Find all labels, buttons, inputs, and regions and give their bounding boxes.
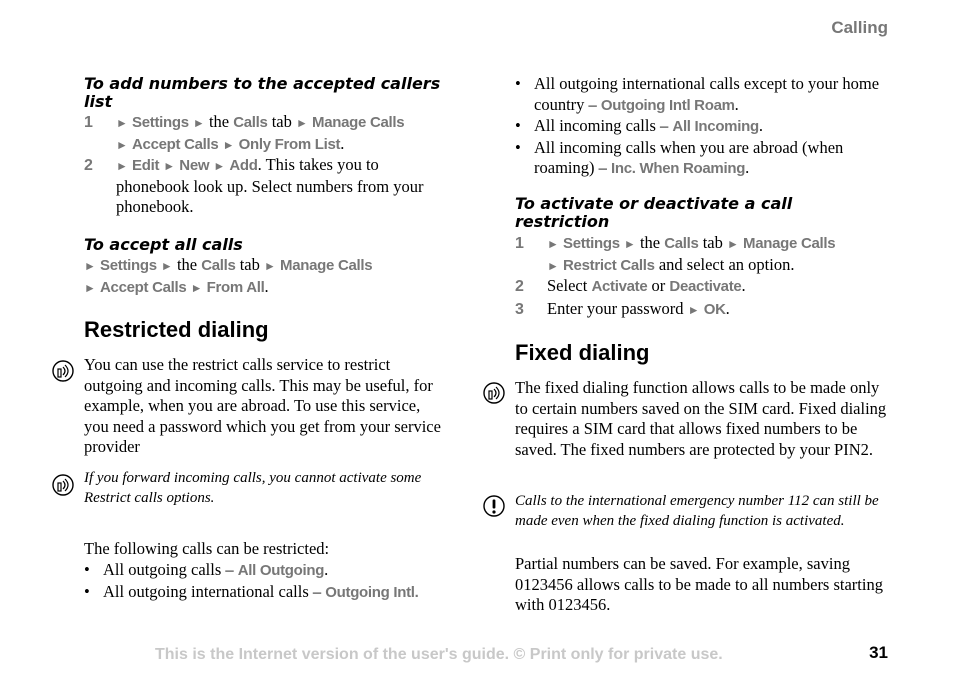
option-all-outgoing: All Outgoing xyxy=(237,562,325,579)
activate-step-3: Enter your password ► OK. xyxy=(547,299,730,318)
menu-calls: Calls xyxy=(664,235,699,252)
restricted-intro: The following calls can be restricted: xyxy=(84,539,330,558)
menu-edit: Edit xyxy=(132,157,160,174)
arrow-icon: ► xyxy=(623,237,636,251)
arrow-icon: ► xyxy=(160,259,173,273)
arrow-icon: ► xyxy=(687,303,700,317)
arrow-icon: ► xyxy=(84,259,96,273)
menu-restrict-calls: Restrict Calls xyxy=(563,256,655,274)
network-service-icon xyxy=(52,360,74,382)
arrow-icon: ► xyxy=(116,137,128,152)
arrow-icon: ► xyxy=(296,116,308,130)
step-number: 2 xyxy=(515,278,524,295)
procedure-title-activate: To activate or deactivate a call restriction xyxy=(515,194,793,231)
fixed-partial: Partial numbers can be saved. For example, saving 0123456 allows calls to be made to all numbers starting with 0123456. xyxy=(515,554,883,614)
menu-calls: Calls xyxy=(233,114,268,131)
list-item: • All outgoing international calls except to your home country – Outgoing Intl Roam. xyxy=(515,74,890,116)
option-ok: OK xyxy=(703,301,726,318)
procedure-title-accept-all: To accept all calls xyxy=(84,235,243,254)
step-number: 2 xyxy=(84,157,93,174)
section-header: Calling xyxy=(831,18,888,37)
option-outgoing-intl-roam: Outgoing Intl Roam xyxy=(600,96,735,114)
heading-restricted-dialing: Restricted dialing xyxy=(84,317,269,342)
step-number: 3 xyxy=(515,301,524,318)
menu-settings: Settings xyxy=(563,235,620,252)
restricted-note: If you forward incoming calls, you cannot activate some Restrict calls options. xyxy=(84,470,422,506)
fixed-paragraph: The fixed dialing function allows calls to be made only to certain numbers saved on the SIM card. Fixed dialing requires a SIM card that allows fixed numbers to be saved. The fixed numbers are protected by your PIN2. xyxy=(515,378,887,459)
menu-only-from-list: Only From List xyxy=(238,135,341,153)
arrow-icon: ► xyxy=(727,237,739,251)
activate-step-1: ► Settings ► the Calls tab ► Manage Calls ► Restrict Calls and select an option. xyxy=(547,233,836,274)
option-all-incoming: All Incoming xyxy=(672,118,759,135)
option-inc-when-roaming: Inc. When Roaming xyxy=(610,160,746,177)
accept-all-steps: ► Settings ► the Calls tab ► Manage Calls ► Accept Calls ► From All. xyxy=(84,255,373,296)
arrow-icon: ► xyxy=(192,116,205,130)
option-activate: Activate xyxy=(591,278,648,295)
restricted-list-left xyxy=(84,560,464,603)
menu-accept-calls: Accept Calls xyxy=(132,135,219,153)
menu-manage-calls: Manage Calls xyxy=(743,235,836,252)
arrow-icon: ► xyxy=(547,258,559,273)
arrow-icon: ► xyxy=(222,137,235,152)
network-note-icon xyxy=(52,474,74,496)
activate-step-2: Select Activate or Deactivate. xyxy=(547,276,746,295)
list-item: • All incoming calls – All Incoming. xyxy=(515,116,890,138)
list-item: • All outgoing international calls – Outgoing Intl. xyxy=(84,582,464,604)
restricted-paragraph: You can use the restrict calls service to restrict outgoing and incoming calls. This may be useful, for example, when you are abroad. To use this service, you need a password which you get from your service provider xyxy=(84,355,441,456)
arrow-icon: ► xyxy=(264,259,276,273)
restricted-list-right xyxy=(515,74,890,180)
menu-manage-calls: Manage Calls xyxy=(280,257,373,274)
step-2-text: ► Edit ► New ► Add. This takes you to phonebook look up. Select numbers from your phonebook. xyxy=(116,155,424,216)
warning-icon xyxy=(483,495,505,517)
menu-settings: Settings xyxy=(100,257,157,274)
step-number: 1 xyxy=(84,114,93,131)
menu-accept-calls: Accept Calls xyxy=(100,278,187,296)
menu-add: Add xyxy=(229,157,258,174)
option-deactivate: Deactivate xyxy=(669,278,742,295)
footer-notice: This is the Internet version of the user's guide. © Print only for private use. xyxy=(155,646,723,663)
network-service-icon xyxy=(483,382,505,404)
option-outgoing-intl: Outgoing Intl. xyxy=(325,583,419,601)
list-item: • All incoming calls when you are abroad (when roaming) – Inc. When Roaming. xyxy=(515,138,890,180)
arrow-icon: ► xyxy=(116,159,128,173)
menu-settings: Settings xyxy=(132,114,189,131)
procedure-title-accept-list: To add numbers to the accepted callers list xyxy=(84,74,441,111)
arrow-icon: ► xyxy=(116,116,128,130)
arrow-icon: ► xyxy=(547,237,559,251)
heading-fixed-dialing: Fixed dialing xyxy=(515,340,650,365)
step-1-text: ► Settings ► the Calls tab ► Manage Calls ► Accept Calls ► Only From List. xyxy=(116,112,405,153)
menu-manage-calls: Manage Calls xyxy=(312,114,405,131)
page-number: 31 xyxy=(869,643,888,662)
arrow-icon: ► xyxy=(163,159,176,173)
fixed-warning: Calls to the international emergency number 112 can still be made even when the fixed dialing function is activated. xyxy=(515,493,879,529)
arrow-icon: ► xyxy=(190,280,203,295)
menu-calls: Calls xyxy=(201,257,236,274)
arrow-icon: ► xyxy=(213,159,226,173)
menu-from-all: From All xyxy=(206,278,265,296)
menu-new: New xyxy=(179,157,210,174)
arrow-icon: ► xyxy=(84,280,96,295)
step-number: 1 xyxy=(515,235,524,252)
list-item: • All outgoing calls – All Outgoing. xyxy=(84,560,464,582)
